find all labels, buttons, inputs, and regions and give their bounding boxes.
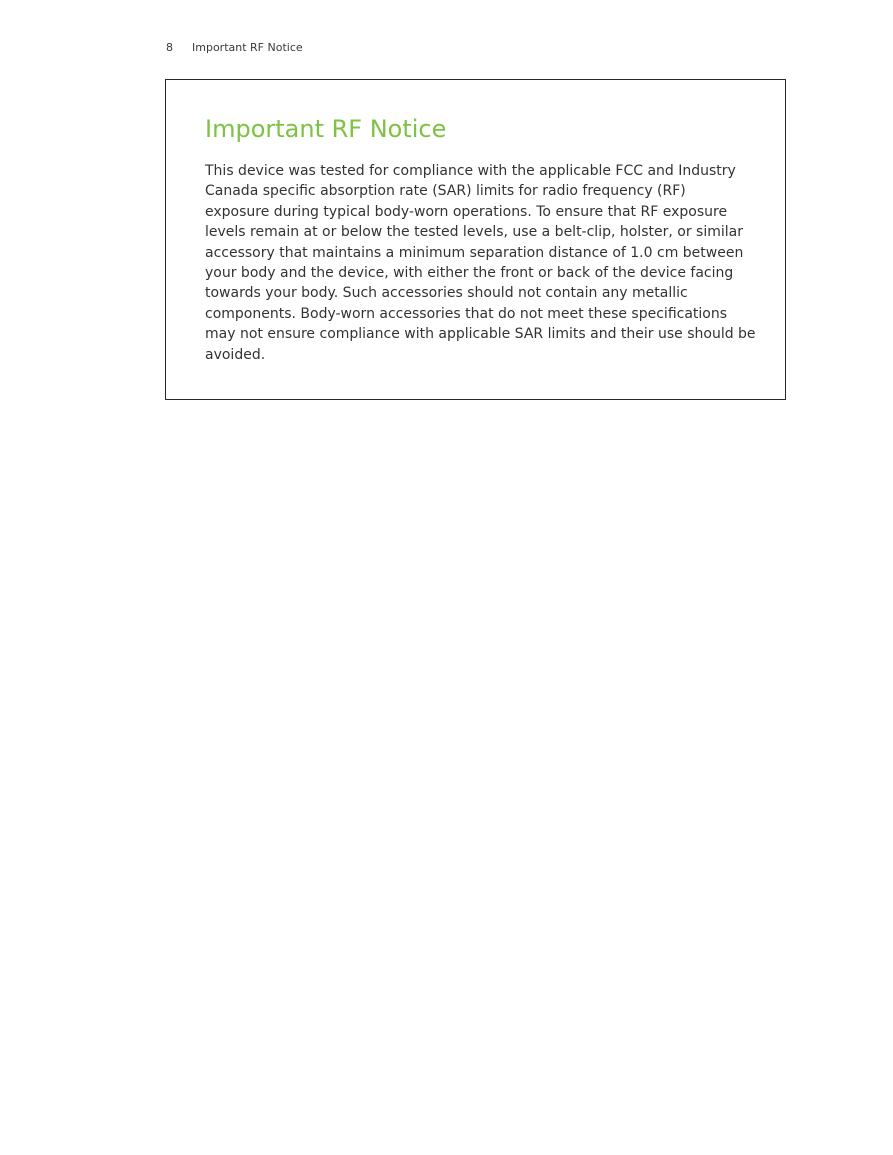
page-header bbox=[166, 41, 303, 54]
notice-body-line: levels remain at or below the tested levels, use a belt-clip, holster, or similar bbox=[205, 224, 743, 241]
rf-notice-box bbox=[165, 79, 786, 400]
notice-body-line: components. Body-worn accessories that do not meet these specifications bbox=[205, 305, 728, 322]
page-number: 8 bbox=[166, 41, 173, 54]
notice-body bbox=[205, 161, 773, 365]
running-header-title: Important RF Notice bbox=[192, 41, 303, 54]
notice-title: Important RF Notice bbox=[205, 115, 447, 143]
notice-body-line: avoided. bbox=[205, 346, 266, 363]
notice-body-line: may not ensure compliance with applicable SAR limits and their use should be bbox=[205, 326, 756, 343]
notice-body-line: This device was tested for compliance with the applicable FCC and Industry bbox=[205, 163, 736, 179]
notice-body-line: towards your body. Such accessories should not contain any metallic bbox=[205, 285, 688, 302]
notice-body-line: your body and the device, with either the front or back of the device facing bbox=[205, 265, 734, 282]
notice-body-line: Canada specific absorption rate (SAR) limits for radio frequency (RF) bbox=[205, 183, 686, 200]
notice-body-line: exposure during typical body-worn operations. To ensure that RF exposure bbox=[205, 203, 728, 220]
notice-body-line: accessory that maintains a minimum separation distance of 1.0 cm between bbox=[205, 244, 744, 261]
